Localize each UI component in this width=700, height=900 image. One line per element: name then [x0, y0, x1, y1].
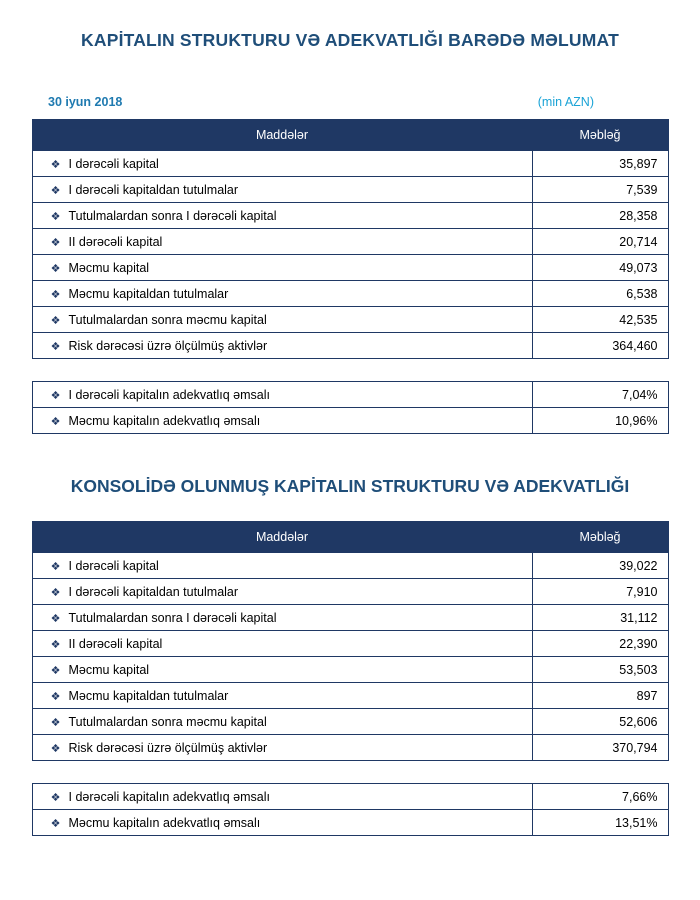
table-row — [32, 810, 668, 836]
diamond-bullet-icon: ❖ — [50, 340, 61, 353]
table-row — [32, 683, 668, 709]
row-label-cell — [32, 810, 532, 836]
report-date: 30 iyun 2018 — [48, 95, 123, 109]
diamond-bullet-icon: ❖ — [50, 664, 61, 677]
row-label-cell — [32, 657, 532, 683]
row-label-cell — [32, 683, 532, 709]
row-label-cell — [32, 553, 532, 579]
row-label-cell — [32, 281, 532, 307]
diamond-bullet-icon: ❖ — [50, 716, 61, 729]
table-row — [32, 784, 668, 810]
diamond-bullet-icon: ❖ — [50, 560, 61, 573]
table-row — [32, 735, 668, 761]
row-label-cell — [32, 784, 532, 810]
row-label: Məcmu kapital — [68, 260, 150, 275]
table-row — [32, 579, 668, 605]
table-row — [32, 709, 668, 735]
table-header-row — [32, 522, 668, 553]
row-label: Tutulmalardan sonra məcmu kapital — [68, 714, 267, 729]
diamond-bullet-icon: ❖ — [50, 314, 61, 327]
row-label-cell — [32, 709, 532, 735]
row-label: Məcmu kapitalın adekvatlıq əmsalı — [68, 413, 261, 428]
row-label: I dərəcəli kapitaldan tutulmalar — [68, 182, 239, 197]
capital-adequacy-ratio-table — [32, 381, 669, 434]
diamond-bullet-icon: ❖ — [50, 184, 61, 197]
row-value: 7,539 — [532, 177, 668, 203]
row-label-cell — [32, 255, 532, 281]
row-label-cell — [32, 631, 532, 657]
table-row — [32, 631, 668, 657]
row-label: Risk dərəcəsi üzrə ölçülmüş aktivlər — [68, 740, 268, 755]
row-value: 31,112 — [532, 605, 668, 631]
table-row — [32, 657, 668, 683]
table-row — [32, 408, 668, 434]
diamond-bullet-icon: ❖ — [50, 236, 61, 249]
row-label: Tutulmalardan sonra I dərəcəli kapital — [68, 208, 277, 223]
row-value: 42,535 — [532, 307, 668, 333]
table-header-row — [32, 120, 668, 151]
row-value: 52,606 — [532, 709, 668, 735]
row-label: Məcmu kapitaldan tutulmalar — [68, 286, 229, 301]
row-value: 364,460 — [532, 333, 668, 359]
row-value: 35,897 — [532, 151, 668, 177]
table-row — [32, 553, 668, 579]
table-row — [32, 177, 668, 203]
spacer — [30, 497, 670, 521]
capital-structure-table — [32, 119, 669, 359]
table-row — [32, 229, 668, 255]
row-label-cell — [32, 177, 532, 203]
consolidated-capital-adequacy-ratio-table — [32, 783, 669, 836]
diamond-bullet-icon: ❖ — [50, 612, 61, 625]
diamond-bullet-icon: ❖ — [50, 586, 61, 599]
table-row — [32, 307, 668, 333]
row-value: 49,073 — [532, 255, 668, 281]
row-label-cell — [32, 229, 532, 255]
row-label-cell — [32, 203, 532, 229]
row-label-cell — [32, 382, 532, 408]
spacer — [30, 761, 670, 783]
meta-row — [30, 95, 670, 109]
row-value: 13,51% — [532, 810, 668, 836]
row-value: 10,96% — [532, 408, 668, 434]
section-title-consolidated: KONSOLİDƏ OLUNMUŞ KAPİTALIN STRUKTURU VƏ ADEKVATLIĞI — [70, 476, 630, 496]
row-value: 6,538 — [532, 281, 668, 307]
column-header-amount: Məbləğ — [532, 522, 668, 553]
diamond-bullet-icon: ❖ — [50, 817, 61, 830]
diamond-bullet-icon: ❖ — [50, 262, 61, 275]
spacer — [30, 359, 670, 381]
diamond-bullet-icon: ❖ — [50, 638, 61, 651]
table-row — [32, 255, 668, 281]
diamond-bullet-icon: ❖ — [50, 158, 61, 171]
table-row — [32, 333, 668, 359]
row-label-cell — [32, 307, 532, 333]
row-value: 20,714 — [532, 229, 668, 255]
row-label: I dərəcəli kapitaldan tutulmalar — [68, 584, 239, 599]
column-header-items: Maddələr — [32, 120, 532, 151]
table-row — [32, 281, 668, 307]
row-label: Məcmu kapitalın adekvatlıq əmsalı — [68, 815, 261, 830]
row-label: Tutulmalardan sonra məcmu kapital — [68, 312, 267, 327]
row-value: 28,358 — [532, 203, 668, 229]
row-value: 7,66% — [532, 784, 668, 810]
diamond-bullet-icon: ❖ — [50, 389, 61, 402]
column-header-amount: Məbləğ — [532, 120, 668, 151]
row-label: II dərəcəli kapital — [68, 636, 163, 651]
spacer — [30, 434, 670, 476]
row-value: 370,794 — [532, 735, 668, 761]
row-label: Tutulmalardan sonra I dərəcəli kapital — [68, 610, 277, 625]
row-label-cell — [32, 151, 532, 177]
table-row — [32, 151, 668, 177]
diamond-bullet-icon: ❖ — [50, 415, 61, 428]
table-row — [32, 203, 668, 229]
row-value: 897 — [532, 683, 668, 709]
row-value: 7,04% — [532, 382, 668, 408]
diamond-bullet-icon: ❖ — [50, 288, 61, 301]
row-label-cell — [32, 735, 532, 761]
column-header-items: Maddələr — [32, 522, 532, 553]
row-label-cell — [32, 333, 532, 359]
row-label: I dərəcəli kapitalın adekvatlıq əmsalı — [68, 789, 270, 804]
row-label: Məcmu kapitaldan tutulmalar — [68, 688, 229, 703]
row-label: I dərəcəli kapitalın adekvatlıq əmsalı — [68, 387, 270, 402]
row-label: Məcmu kapital — [68, 662, 150, 677]
row-value: 22,390 — [532, 631, 668, 657]
table-row — [32, 605, 668, 631]
diamond-bullet-icon: ❖ — [50, 210, 61, 223]
diamond-bullet-icon: ❖ — [50, 791, 61, 804]
currency-unit-label: (min AZN) — [537, 95, 594, 109]
row-label: I dərəcəli kapital — [68, 558, 159, 573]
row-label: I dərəcəli kapital — [68, 156, 159, 171]
row-label-cell — [32, 605, 532, 631]
diamond-bullet-icon: ❖ — [50, 690, 61, 703]
row-label: Risk dərəcəsi üzrə ölçülmüş aktivlər — [68, 338, 268, 353]
row-value: 7,910 — [532, 579, 668, 605]
row-value: 53,503 — [532, 657, 668, 683]
row-label-cell — [32, 408, 532, 434]
row-value: 39,022 — [532, 553, 668, 579]
page-title: KAPİTALIN STRUKTURU VƏ ADEKVATLIĞI BARƏDƏ MƏLUMAT — [81, 30, 619, 50]
diamond-bullet-icon: ❖ — [50, 742, 61, 755]
consolidated-capital-structure-table — [32, 521, 669, 761]
table-row — [32, 382, 668, 408]
row-label-cell — [32, 579, 532, 605]
row-label: II dərəcəli kapital — [68, 234, 163, 249]
